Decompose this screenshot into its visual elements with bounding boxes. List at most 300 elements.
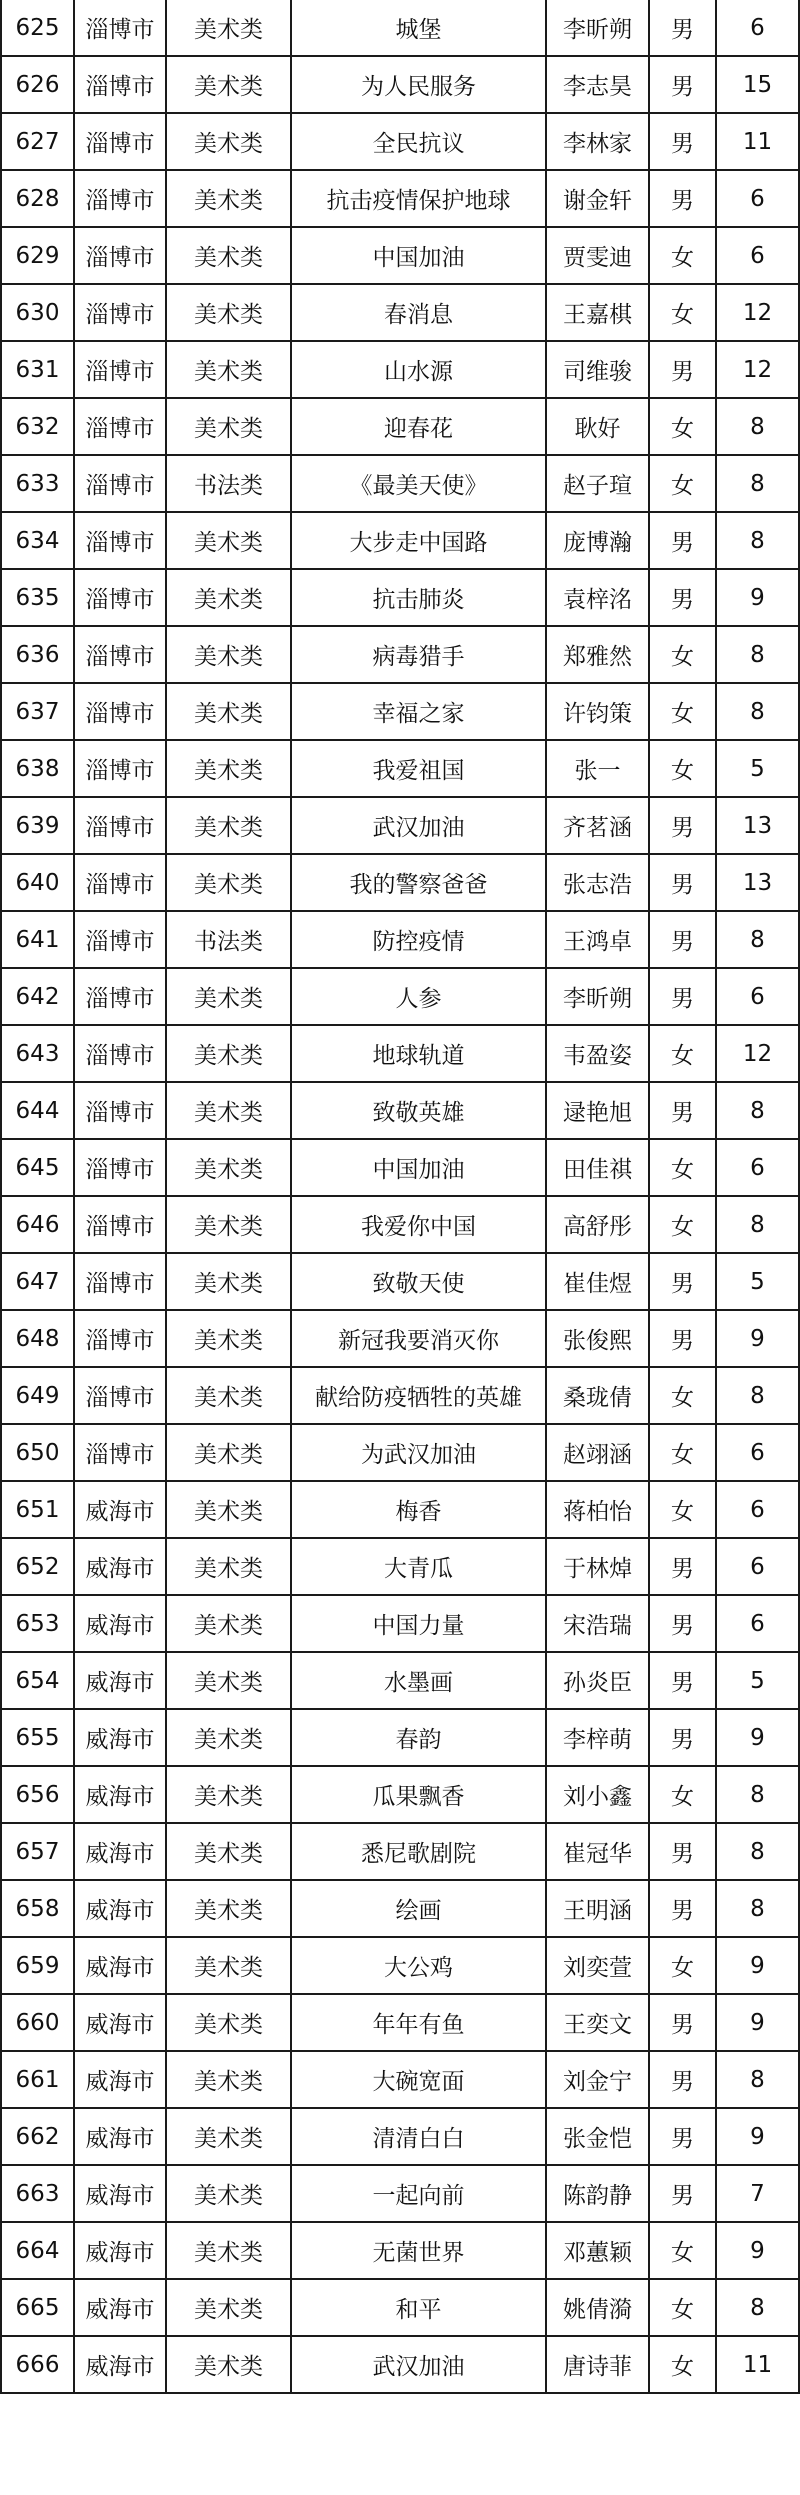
name-cell: 李梓萌 bbox=[546, 1709, 649, 1766]
city-cell: 淄博市 bbox=[74, 683, 166, 740]
name-cell: 袁梓洺 bbox=[546, 569, 649, 626]
entry-number-cell: 640 bbox=[1, 854, 74, 911]
title-cell: 中国加油 bbox=[291, 227, 546, 284]
age-cell: 6 bbox=[716, 1139, 799, 1196]
table-row bbox=[1, 512, 799, 569]
table-row bbox=[1, 1025, 799, 1082]
title-cell: 悉尼歌剧院 bbox=[291, 1823, 546, 1880]
entry-number-cell: 659 bbox=[1, 1937, 74, 1994]
entry-number-cell: 628 bbox=[1, 170, 74, 227]
table-row bbox=[1, 2051, 799, 2108]
table-row bbox=[1, 968, 799, 1025]
table-body bbox=[1, 0, 799, 2393]
category-cell: 美术类 bbox=[166, 1595, 291, 1652]
entry-number-cell: 666 bbox=[1, 2336, 74, 2393]
category-cell: 美术类 bbox=[166, 227, 291, 284]
city-cell: 淄博市 bbox=[74, 797, 166, 854]
entry-number-cell: 625 bbox=[1, 0, 74, 56]
title-cell: 致敬英雄 bbox=[291, 1082, 546, 1139]
category-cell: 美术类 bbox=[166, 1538, 291, 1595]
gender-cell: 男 bbox=[649, 569, 716, 626]
name-cell: 韦盈姿 bbox=[546, 1025, 649, 1082]
entry-number-cell: 641 bbox=[1, 911, 74, 968]
gender-cell: 男 bbox=[649, 2108, 716, 2165]
city-cell: 淄博市 bbox=[74, 398, 166, 455]
gender-cell: 女 bbox=[649, 1367, 716, 1424]
table-row bbox=[1, 569, 799, 626]
table-row bbox=[1, 2336, 799, 2393]
category-cell: 美术类 bbox=[166, 398, 291, 455]
title-cell: 为人民服务 bbox=[291, 56, 546, 113]
gender-cell: 男 bbox=[649, 113, 716, 170]
city-cell: 淄博市 bbox=[74, 227, 166, 284]
entry-number-cell: 647 bbox=[1, 1253, 74, 1310]
name-cell: 宋浩瑞 bbox=[546, 1595, 649, 1652]
name-cell: 谢金轩 bbox=[546, 170, 649, 227]
city-cell: 淄博市 bbox=[74, 740, 166, 797]
age-cell: 9 bbox=[716, 1709, 799, 1766]
name-cell: 赵子瑄 bbox=[546, 455, 649, 512]
name-cell: 王鸿卓 bbox=[546, 911, 649, 968]
table-row bbox=[1, 911, 799, 968]
title-cell: 为武汉加油 bbox=[291, 1424, 546, 1481]
name-cell: 赵翊涵 bbox=[546, 1424, 649, 1481]
age-cell: 8 bbox=[716, 398, 799, 455]
city-cell: 威海市 bbox=[74, 1937, 166, 1994]
name-cell: 耿好 bbox=[546, 398, 649, 455]
table-row bbox=[1, 1253, 799, 1310]
title-cell: 致敬天使 bbox=[291, 1253, 546, 1310]
category-cell: 美术类 bbox=[166, 854, 291, 911]
gender-cell: 男 bbox=[649, 1709, 716, 1766]
entry-number-cell: 630 bbox=[1, 284, 74, 341]
city-cell: 淄博市 bbox=[74, 0, 166, 56]
age-cell: 8 bbox=[716, 1196, 799, 1253]
city-cell: 威海市 bbox=[74, 1709, 166, 1766]
table-row bbox=[1, 2222, 799, 2279]
table-row bbox=[1, 1310, 799, 1367]
name-cell: 田佳祺 bbox=[546, 1139, 649, 1196]
name-cell: 张一 bbox=[546, 740, 649, 797]
age-cell: 12 bbox=[716, 1025, 799, 1082]
gender-cell: 女 bbox=[649, 1766, 716, 1823]
name-cell: 庞博瀚 bbox=[546, 512, 649, 569]
gender-cell: 女 bbox=[649, 1481, 716, 1538]
city-cell: 威海市 bbox=[74, 1766, 166, 1823]
city-cell: 威海市 bbox=[74, 1481, 166, 1538]
gender-cell: 女 bbox=[649, 1025, 716, 1082]
name-cell: 齐茗涵 bbox=[546, 797, 649, 854]
gender-cell: 男 bbox=[649, 1994, 716, 2051]
gender-cell: 男 bbox=[649, 2165, 716, 2222]
age-cell: 7 bbox=[716, 2165, 799, 2222]
title-cell: 我的警察爸爸 bbox=[291, 854, 546, 911]
category-cell: 美术类 bbox=[166, 1139, 291, 1196]
category-cell: 美术类 bbox=[166, 56, 291, 113]
city-cell: 威海市 bbox=[74, 1994, 166, 2051]
category-cell: 美术类 bbox=[166, 1025, 291, 1082]
category-cell: 美术类 bbox=[166, 2279, 291, 2336]
title-cell: 新冠我要消灭你 bbox=[291, 1310, 546, 1367]
city-cell: 威海市 bbox=[74, 1880, 166, 1937]
table-row bbox=[1, 1823, 799, 1880]
age-cell: 6 bbox=[716, 0, 799, 56]
name-cell: 刘小鑫 bbox=[546, 1766, 649, 1823]
entry-number-cell: 644 bbox=[1, 1082, 74, 1139]
entry-number-cell: 655 bbox=[1, 1709, 74, 1766]
gender-cell: 男 bbox=[649, 1082, 716, 1139]
category-cell: 美术类 bbox=[166, 2165, 291, 2222]
title-cell: 幸福之家 bbox=[291, 683, 546, 740]
table-row bbox=[1, 2108, 799, 2165]
entry-number-cell: 654 bbox=[1, 1652, 74, 1709]
table-row bbox=[1, 1481, 799, 1538]
gender-cell: 男 bbox=[649, 1253, 716, 1310]
city-cell: 淄博市 bbox=[74, 170, 166, 227]
category-cell: 美术类 bbox=[166, 968, 291, 1025]
name-cell: 许钧策 bbox=[546, 683, 649, 740]
title-cell: 瓜果飘香 bbox=[291, 1766, 546, 1823]
age-cell: 6 bbox=[716, 1538, 799, 1595]
title-cell: 中国加油 bbox=[291, 1139, 546, 1196]
age-cell: 9 bbox=[716, 569, 799, 626]
entry-number-cell: 658 bbox=[1, 1880, 74, 1937]
category-cell: 美术类 bbox=[166, 1937, 291, 1994]
name-cell: 王嘉棋 bbox=[546, 284, 649, 341]
city-cell: 威海市 bbox=[74, 1652, 166, 1709]
entry-number-cell: 634 bbox=[1, 512, 74, 569]
category-cell: 美术类 bbox=[166, 1652, 291, 1709]
table-row bbox=[1, 854, 799, 911]
title-cell: 大青瓜 bbox=[291, 1538, 546, 1595]
city-cell: 威海市 bbox=[74, 1538, 166, 1595]
name-cell: 张志浩 bbox=[546, 854, 649, 911]
table-row bbox=[1, 1367, 799, 1424]
title-cell: 武汉加油 bbox=[291, 2336, 546, 2393]
entry-number-cell: 626 bbox=[1, 56, 74, 113]
name-cell: 刘金宁 bbox=[546, 2051, 649, 2108]
age-cell: 11 bbox=[716, 2336, 799, 2393]
name-cell: 孙炎臣 bbox=[546, 1652, 649, 1709]
gender-cell: 女 bbox=[649, 1937, 716, 1994]
age-cell: 8 bbox=[716, 2051, 799, 2108]
gender-cell: 男 bbox=[649, 2051, 716, 2108]
entry-number-cell: 651 bbox=[1, 1481, 74, 1538]
table-row bbox=[1, 1538, 799, 1595]
category-cell: 美术类 bbox=[166, 1994, 291, 2051]
age-cell: 8 bbox=[716, 455, 799, 512]
gender-cell: 女 bbox=[649, 398, 716, 455]
category-cell: 美术类 bbox=[166, 341, 291, 398]
table-row bbox=[1, 227, 799, 284]
gender-cell: 男 bbox=[649, 341, 716, 398]
gender-cell: 女 bbox=[649, 626, 716, 683]
name-cell: 贾雯迪 bbox=[546, 227, 649, 284]
table-row bbox=[1, 740, 799, 797]
gender-cell: 男 bbox=[649, 1538, 716, 1595]
table-row bbox=[1, 284, 799, 341]
title-cell: 《最美天使》 bbox=[291, 455, 546, 512]
city-cell: 淄博市 bbox=[74, 854, 166, 911]
name-cell: 刘奕萱 bbox=[546, 1937, 649, 1994]
entry-number-cell: 632 bbox=[1, 398, 74, 455]
category-cell: 美术类 bbox=[166, 1082, 291, 1139]
age-cell: 12 bbox=[716, 341, 799, 398]
city-cell: 淄博市 bbox=[74, 284, 166, 341]
age-cell: 6 bbox=[716, 1481, 799, 1538]
entry-number-cell: 664 bbox=[1, 2222, 74, 2279]
title-cell: 人参 bbox=[291, 968, 546, 1025]
city-cell: 淄博市 bbox=[74, 1196, 166, 1253]
title-cell: 一起向前 bbox=[291, 2165, 546, 2222]
age-cell: 8 bbox=[716, 1082, 799, 1139]
title-cell: 城堡 bbox=[291, 0, 546, 56]
category-cell: 美术类 bbox=[166, 170, 291, 227]
entry-number-cell: 663 bbox=[1, 2165, 74, 2222]
age-cell: 6 bbox=[716, 1595, 799, 1652]
category-cell: 美术类 bbox=[166, 2108, 291, 2165]
table-row bbox=[1, 455, 799, 512]
entry-number-cell: 656 bbox=[1, 1766, 74, 1823]
entry-number-cell: 645 bbox=[1, 1139, 74, 1196]
gender-cell: 男 bbox=[649, 1880, 716, 1937]
age-cell: 9 bbox=[716, 2222, 799, 2279]
age-cell: 8 bbox=[716, 1823, 799, 1880]
gender-cell: 男 bbox=[649, 911, 716, 968]
title-cell: 迎春花 bbox=[291, 398, 546, 455]
category-cell: 美术类 bbox=[166, 512, 291, 569]
age-cell: 9 bbox=[716, 1994, 799, 2051]
title-cell: 防控疫情 bbox=[291, 911, 546, 968]
table-row bbox=[1, 797, 799, 854]
name-cell: 崔冠华 bbox=[546, 1823, 649, 1880]
table-row bbox=[1, 1937, 799, 1994]
entry-number-cell: 652 bbox=[1, 1538, 74, 1595]
title-cell: 春韵 bbox=[291, 1709, 546, 1766]
entry-number-cell: 638 bbox=[1, 740, 74, 797]
age-cell: 13 bbox=[716, 797, 799, 854]
category-cell: 美术类 bbox=[166, 1424, 291, 1481]
city-cell: 威海市 bbox=[74, 2051, 166, 2108]
category-cell: 美术类 bbox=[166, 626, 291, 683]
gender-cell: 女 bbox=[649, 1196, 716, 1253]
age-cell: 5 bbox=[716, 740, 799, 797]
city-cell: 淄博市 bbox=[74, 911, 166, 968]
category-cell: 美术类 bbox=[166, 2336, 291, 2393]
table-row bbox=[1, 341, 799, 398]
title-cell: 我爱你中国 bbox=[291, 1196, 546, 1253]
gender-cell: 男 bbox=[649, 1823, 716, 1880]
name-cell: 桑珑倩 bbox=[546, 1367, 649, 1424]
gender-cell: 女 bbox=[649, 227, 716, 284]
age-cell: 8 bbox=[716, 1766, 799, 1823]
name-cell: 唐诗菲 bbox=[546, 2336, 649, 2393]
city-cell: 淄博市 bbox=[74, 455, 166, 512]
table-row bbox=[1, 1709, 799, 1766]
table-row bbox=[1, 2279, 799, 2336]
age-cell: 9 bbox=[716, 1310, 799, 1367]
title-cell: 抗击疫情保护地球 bbox=[291, 170, 546, 227]
age-cell: 8 bbox=[716, 512, 799, 569]
table-row bbox=[1, 170, 799, 227]
table-row bbox=[1, 1082, 799, 1139]
city-cell: 威海市 bbox=[74, 2222, 166, 2279]
category-cell: 美术类 bbox=[166, 569, 291, 626]
entry-number-cell: 650 bbox=[1, 1424, 74, 1481]
age-cell: 9 bbox=[716, 2108, 799, 2165]
age-cell: 6 bbox=[716, 170, 799, 227]
table-row bbox=[1, 1652, 799, 1709]
age-cell: 5 bbox=[716, 1253, 799, 1310]
category-cell: 美术类 bbox=[166, 1823, 291, 1880]
age-cell: 8 bbox=[716, 911, 799, 968]
name-cell: 李昕朔 bbox=[546, 0, 649, 56]
title-cell: 大公鸡 bbox=[291, 1937, 546, 1994]
name-cell: 李林家 bbox=[546, 113, 649, 170]
title-cell: 中国力量 bbox=[291, 1595, 546, 1652]
gender-cell: 男 bbox=[649, 1652, 716, 1709]
age-cell: 9 bbox=[716, 1937, 799, 1994]
table-row bbox=[1, 0, 799, 56]
entry-number-cell: 637 bbox=[1, 683, 74, 740]
city-cell: 淄博市 bbox=[74, 1082, 166, 1139]
city-cell: 威海市 bbox=[74, 1595, 166, 1652]
city-cell: 淄博市 bbox=[74, 968, 166, 1025]
title-cell: 大碗宽面 bbox=[291, 2051, 546, 2108]
title-cell: 春消息 bbox=[291, 284, 546, 341]
category-cell: 美术类 bbox=[166, 1709, 291, 1766]
age-cell: 12 bbox=[716, 284, 799, 341]
age-cell: 5 bbox=[716, 1652, 799, 1709]
name-cell: 陈韵静 bbox=[546, 2165, 649, 2222]
city-cell: 淄博市 bbox=[74, 1025, 166, 1082]
gender-cell: 女 bbox=[649, 1139, 716, 1196]
city-cell: 淄博市 bbox=[74, 569, 166, 626]
city-cell: 威海市 bbox=[74, 1823, 166, 1880]
city-cell: 威海市 bbox=[74, 2336, 166, 2393]
gender-cell: 男 bbox=[649, 968, 716, 1025]
entry-number-cell: 661 bbox=[1, 2051, 74, 2108]
category-cell: 美术类 bbox=[166, 2051, 291, 2108]
entry-number-cell: 649 bbox=[1, 1367, 74, 1424]
table-row bbox=[1, 1994, 799, 2051]
table-row bbox=[1, 1595, 799, 1652]
gender-cell: 男 bbox=[649, 56, 716, 113]
city-cell: 淄博市 bbox=[74, 512, 166, 569]
name-cell: 司维骏 bbox=[546, 341, 649, 398]
age-cell: 8 bbox=[716, 1880, 799, 1937]
age-cell: 15 bbox=[716, 56, 799, 113]
name-cell: 于林焯 bbox=[546, 1538, 649, 1595]
age-cell: 8 bbox=[716, 2279, 799, 2336]
gender-cell: 女 bbox=[649, 740, 716, 797]
table-row bbox=[1, 1880, 799, 1937]
title-cell: 抗击肺炎 bbox=[291, 569, 546, 626]
entry-number-cell: 636 bbox=[1, 626, 74, 683]
gender-cell: 女 bbox=[649, 455, 716, 512]
table-row bbox=[1, 56, 799, 113]
city-cell: 淄博市 bbox=[74, 341, 166, 398]
name-cell: 王奕文 bbox=[546, 1994, 649, 2051]
age-cell: 8 bbox=[716, 626, 799, 683]
table-row bbox=[1, 626, 799, 683]
category-cell: 美术类 bbox=[166, 1367, 291, 1424]
category-cell: 美术类 bbox=[166, 1766, 291, 1823]
title-cell: 我爱祖国 bbox=[291, 740, 546, 797]
title-cell: 绘画 bbox=[291, 1880, 546, 1937]
age-cell: 13 bbox=[716, 854, 799, 911]
age-cell: 8 bbox=[716, 683, 799, 740]
gender-cell: 男 bbox=[649, 512, 716, 569]
age-cell: 8 bbox=[716, 1367, 799, 1424]
city-cell: 淄博市 bbox=[74, 626, 166, 683]
category-cell: 美术类 bbox=[166, 797, 291, 854]
category-cell: 书法类 bbox=[166, 455, 291, 512]
entry-number-cell: 662 bbox=[1, 2108, 74, 2165]
table-row bbox=[1, 398, 799, 455]
title-cell: 和平 bbox=[291, 2279, 546, 2336]
category-cell: 美术类 bbox=[166, 1481, 291, 1538]
category-cell: 美术类 bbox=[166, 1310, 291, 1367]
city-cell: 威海市 bbox=[74, 2279, 166, 2336]
entry-number-cell: 631 bbox=[1, 341, 74, 398]
title-cell: 病毒猎手 bbox=[291, 626, 546, 683]
entry-number-cell: 653 bbox=[1, 1595, 74, 1652]
table-row bbox=[1, 1139, 799, 1196]
entry-number-cell: 629 bbox=[1, 227, 74, 284]
name-cell: 姚倩漪 bbox=[546, 2279, 649, 2336]
category-cell: 美术类 bbox=[166, 2222, 291, 2279]
entry-number-cell: 643 bbox=[1, 1025, 74, 1082]
category-cell: 美术类 bbox=[166, 740, 291, 797]
age-cell: 6 bbox=[716, 968, 799, 1025]
table-row bbox=[1, 2165, 799, 2222]
gender-cell: 女 bbox=[649, 683, 716, 740]
name-cell: 张俊熙 bbox=[546, 1310, 649, 1367]
city-cell: 淄博市 bbox=[74, 56, 166, 113]
category-cell: 美术类 bbox=[166, 113, 291, 170]
category-cell: 美术类 bbox=[166, 1196, 291, 1253]
city-cell: 淄博市 bbox=[74, 113, 166, 170]
gender-cell: 女 bbox=[649, 1424, 716, 1481]
gender-cell: 男 bbox=[649, 854, 716, 911]
entry-number-cell: 627 bbox=[1, 113, 74, 170]
city-cell: 威海市 bbox=[74, 2165, 166, 2222]
age-cell: 6 bbox=[716, 227, 799, 284]
category-cell: 美术类 bbox=[166, 1253, 291, 1310]
title-cell: 水墨画 bbox=[291, 1652, 546, 1709]
table-row bbox=[1, 1766, 799, 1823]
title-cell: 清清白白 bbox=[291, 2108, 546, 2165]
name-cell: 李志昊 bbox=[546, 56, 649, 113]
name-cell: 张金恺 bbox=[546, 2108, 649, 2165]
gender-cell: 男 bbox=[649, 1310, 716, 1367]
table-row bbox=[1, 1196, 799, 1253]
gender-cell: 女 bbox=[649, 284, 716, 341]
table-row bbox=[1, 683, 799, 740]
title-cell: 年年有鱼 bbox=[291, 1994, 546, 2051]
gender-cell: 男 bbox=[649, 797, 716, 854]
city-cell: 淄博市 bbox=[74, 1424, 166, 1481]
age-cell: 6 bbox=[716, 1424, 799, 1481]
entry-number-cell: 648 bbox=[1, 1310, 74, 1367]
title-cell: 无菌世界 bbox=[291, 2222, 546, 2279]
age-cell: 11 bbox=[716, 113, 799, 170]
name-cell: 高舒彤 bbox=[546, 1196, 649, 1253]
gender-cell: 女 bbox=[649, 2222, 716, 2279]
city-cell: 淄博市 bbox=[74, 1139, 166, 1196]
category-cell: 美术类 bbox=[166, 284, 291, 341]
